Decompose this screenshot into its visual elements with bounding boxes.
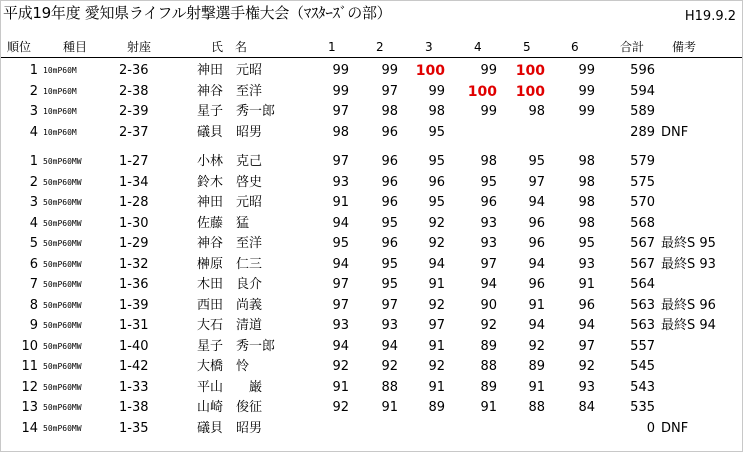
- score-cell: 100: [415, 63, 445, 79]
- name-cell: 平山 巌: [197, 379, 263, 395]
- name-cell: 山崎 俊征: [197, 400, 263, 415]
- rank-cell: 9: [29, 318, 38, 333]
- score-cell: 91: [428, 277, 445, 292]
- rank-cell: 5: [29, 236, 38, 251]
- score-cell: 98: [381, 104, 398, 119]
- score-cell: 91: [428, 379, 445, 395]
- score-cell: 94: [332, 338, 349, 354]
- score-cell: 92: [428, 297, 445, 313]
- rank-cell: 1: [29, 63, 38, 78]
- score-cell: 97: [332, 297, 349, 313]
- score-cell: 98: [528, 104, 545, 119]
- header-s5: 5: [523, 40, 531, 54]
- score-cell: 99: [578, 63, 595, 78]
- name-cell: 星子 秀一郎: [197, 338, 276, 354]
- score-cell: 94: [332, 256, 349, 272]
- score-cell: 93: [578, 256, 595, 272]
- score-cell: 91: [428, 338, 445, 354]
- header-s1: 1: [328, 40, 336, 54]
- score-cell: 95: [381, 256, 398, 272]
- event-cell: 50mP60MW: [43, 259, 82, 269]
- event-cell: 50mP60MW: [43, 341, 82, 351]
- header-note: 備考: [672, 40, 697, 54]
- position-cell: 1-36: [119, 277, 149, 292]
- score-cell: 93: [480, 215, 497, 231]
- score-cell: 99: [480, 63, 497, 78]
- name-cell: 小林 克己: [197, 154, 263, 169]
- total-cell: 568: [630, 215, 655, 231]
- rank-cell: 12: [21, 379, 38, 395]
- score-cell: 95: [332, 236, 349, 251]
- event-cell: 50mP60MW: [43, 382, 82, 392]
- score-cell: 100: [467, 83, 497, 100]
- name-cell: 木田 良介: [197, 277, 263, 292]
- score-cell: 96: [381, 154, 398, 169]
- score-cell: 95: [428, 124, 445, 140]
- score-cell: 99: [480, 104, 497, 119]
- score-cell: 98: [578, 154, 595, 169]
- event-cell: 50mP60MW: [43, 218, 82, 228]
- event-cell: 10mP60M: [43, 127, 77, 137]
- event-cell: 50mP60MW: [43, 157, 82, 166]
- score-cell: 93: [578, 379, 595, 395]
- score-cell: 91: [480, 400, 497, 415]
- name-cell: 礒貝 昭男: [197, 124, 263, 140]
- score-cell: 97: [428, 318, 445, 333]
- total-cell: 563: [630, 318, 655, 333]
- event-cell: 50mP60MW: [43, 198, 82, 207]
- position-cell: 1-40: [119, 338, 149, 354]
- event-cell: 10mP60M: [43, 86, 77, 96]
- header-s4: 4: [474, 40, 482, 54]
- score-cell: 98: [578, 215, 595, 231]
- header-s2: 2: [376, 40, 384, 54]
- total-cell: 557: [630, 338, 655, 354]
- note-cell: 最終S 96: [661, 297, 716, 313]
- score-cell: 98: [578, 195, 595, 210]
- position-cell: 1-30: [119, 215, 149, 231]
- score-cell: 96: [381, 195, 398, 210]
- score-cell: 97: [381, 297, 398, 313]
- name-cell: 鈴木 啓史: [197, 174, 263, 190]
- header-s3: 3: [425, 40, 433, 54]
- rank-cell: 7: [29, 277, 38, 292]
- rank-cell: 3: [29, 195, 38, 210]
- score-cell: 88: [480, 359, 497, 374]
- score-cell: 91: [578, 277, 595, 292]
- score-cell: 91: [381, 400, 398, 415]
- position-cell: 1-28: [119, 195, 149, 210]
- event-cell: 50mP60MW: [43, 362, 82, 371]
- rank-cell: 2: [29, 174, 38, 190]
- score-cell: 92: [578, 359, 595, 374]
- name-cell: 神谷 至洋: [197, 83, 263, 99]
- event-cell: 50mP60MW: [43, 239, 82, 248]
- score-cell: 99: [578, 83, 595, 99]
- score-cell: 93: [332, 174, 349, 190]
- score-cell: 96: [528, 215, 545, 231]
- event-cell: 50mP60MW: [43, 403, 82, 412]
- rank-cell: 3: [29, 104, 38, 119]
- score-cell: 94: [428, 256, 445, 272]
- score-cell: 96: [381, 174, 398, 190]
- score-cell: 92: [381, 359, 398, 374]
- event-cell: 50mP60MW: [43, 321, 82, 330]
- name-cell: 榊原 仁三: [197, 256, 263, 272]
- note-cell: 最終S 95: [661, 236, 716, 251]
- score-cell: 97: [528, 174, 545, 190]
- total-cell: 0: [646, 420, 655, 436]
- score-cell: 95: [578, 236, 595, 251]
- event-cell: 50mP60MW: [43, 300, 82, 310]
- page-title: 平成19年度 愛知県ライフル射撃選手権大会（ﾏｽﾀｰｽﾞの部）: [3, 4, 392, 22]
- header-position: 射座: [127, 40, 152, 54]
- score-cell: 94: [381, 338, 398, 354]
- position-cell: 1-42: [119, 359, 149, 374]
- score-cell: 98: [332, 124, 349, 140]
- score-cell: 99: [428, 83, 445, 99]
- score-cell: 98: [480, 154, 497, 169]
- score-cell: 95: [528, 154, 545, 169]
- score-cell: 99: [332, 83, 349, 99]
- score-cell: 97: [480, 256, 497, 272]
- score-cell: 94: [332, 215, 349, 231]
- rank-cell: 8: [29, 297, 38, 313]
- score-cell: 99: [578, 104, 595, 119]
- rank-cell: 13: [21, 400, 38, 415]
- score-cell: 95: [381, 277, 398, 292]
- score-cell: 97: [381, 83, 398, 99]
- score-cell: 90: [480, 297, 497, 313]
- score-cell: 92: [428, 215, 445, 231]
- total-cell: 570: [630, 195, 655, 210]
- score-cell: 96: [381, 124, 398, 140]
- score-cell: 93: [480, 236, 497, 251]
- score-cell: 92: [428, 359, 445, 374]
- event-cell: 50mP60MW: [43, 280, 82, 289]
- name-cell: 神谷 至洋: [197, 236, 263, 251]
- total-cell: 289: [630, 124, 655, 140]
- rank-cell: 4: [29, 215, 38, 231]
- name-cell: 佐藤 猛: [197, 215, 250, 231]
- score-cell: 94: [528, 318, 545, 333]
- score-cell: 97: [332, 277, 349, 292]
- total-cell: 596: [630, 63, 655, 78]
- total-cell: 589: [630, 104, 655, 119]
- total-cell: 564: [630, 277, 655, 292]
- note-cell: 最終S 93: [661, 256, 716, 272]
- rank-cell: 10: [21, 338, 38, 354]
- total-cell: 543: [630, 379, 655, 395]
- score-cell: 97: [332, 154, 349, 169]
- score-cell: 99: [381, 63, 398, 78]
- score-cell: 96: [428, 174, 445, 190]
- position-cell: 2-39: [119, 104, 149, 119]
- position-cell: 2-36: [119, 63, 149, 78]
- position-cell: 1-32: [119, 256, 149, 272]
- name-cell: 西田 尚義: [197, 297, 263, 313]
- score-cell: 91: [332, 195, 349, 210]
- score-cell: 96: [528, 236, 545, 251]
- score-cell: 96: [578, 297, 595, 313]
- name-cell: 大石 清道: [197, 318, 263, 333]
- event-cell: 50mP60MW: [43, 423, 82, 433]
- rank-cell: 4: [29, 124, 38, 140]
- score-cell: 89: [480, 379, 497, 395]
- position-cell: 1-33: [119, 379, 149, 395]
- score-cell: 92: [428, 236, 445, 251]
- score-cell: 96: [480, 195, 497, 210]
- score-cell: 92: [332, 400, 349, 415]
- position-cell: 2-38: [119, 83, 149, 99]
- score-cell: 84: [578, 400, 595, 415]
- score-cell: 92: [480, 318, 497, 333]
- rank-cell: 11: [21, 359, 38, 374]
- total-cell: 575: [630, 174, 655, 190]
- score-cell: 89: [528, 359, 545, 374]
- total-cell: 545: [630, 359, 655, 374]
- position-cell: 1-31: [119, 318, 149, 333]
- total-cell: 594: [630, 83, 655, 99]
- score-cell: 88: [528, 400, 545, 415]
- header-divider: [1, 57, 742, 58]
- note-cell: DNF: [661, 124, 689, 140]
- name-cell: 大橋 怜: [197, 359, 250, 374]
- score-cell: 89: [428, 400, 445, 415]
- score-cell: 92: [332, 359, 349, 374]
- total-cell: 579: [630, 154, 655, 169]
- rank-cell: 14: [21, 420, 38, 436]
- position-cell: 1-29: [119, 236, 149, 251]
- total-cell: 535: [630, 400, 655, 415]
- score-cell: 96: [381, 236, 398, 251]
- score-cell: 97: [578, 338, 595, 354]
- rank-cell: 6: [29, 256, 38, 272]
- position-cell: 2-37: [119, 124, 149, 140]
- score-cell: 99: [332, 63, 349, 78]
- score-cell: 91: [528, 379, 545, 395]
- score-cell: 93: [381, 318, 398, 333]
- header-s6: 6: [571, 40, 579, 54]
- score-cell: 93: [332, 318, 349, 333]
- position-cell: 1-38: [119, 400, 149, 415]
- position-cell: 1-39: [119, 297, 149, 313]
- event-cell: 50mP60MW: [43, 177, 82, 187]
- score-cell: 92: [528, 338, 545, 354]
- header-event: 種目: [63, 40, 88, 54]
- score-cell: 95: [428, 195, 445, 210]
- score-cell: 98: [578, 174, 595, 190]
- header-name: 氏 名: [211, 40, 248, 54]
- header-total: 合計: [620, 40, 645, 54]
- position-cell: 1-35: [119, 420, 149, 436]
- score-cell: 89: [480, 338, 497, 354]
- score-cell: 94: [480, 277, 497, 292]
- score-cell: 88: [381, 379, 398, 395]
- name-cell: 神田 元昭: [197, 195, 263, 210]
- position-cell: 1-27: [119, 154, 149, 169]
- name-cell: 神田 元昭: [197, 63, 263, 78]
- score-cell: 91: [528, 297, 545, 313]
- total-cell: 563: [630, 297, 655, 313]
- note-cell: 最終S 94: [661, 318, 716, 333]
- name-cell: 星子 秀一郎: [197, 104, 276, 119]
- total-cell: 567: [630, 236, 655, 251]
- score-cell: 95: [381, 215, 398, 231]
- score-cell: 91: [332, 379, 349, 395]
- score-cell: 100: [515, 63, 545, 79]
- note-cell: DNF: [661, 420, 689, 436]
- name-cell: 礒貝 昭男: [197, 420, 263, 436]
- score-cell: 97: [332, 104, 349, 119]
- score-cell: 94: [528, 256, 545, 272]
- score-cell: 100: [515, 83, 545, 100]
- event-cell: 10mP60M: [43, 66, 77, 75]
- score-cell: 98: [428, 104, 445, 119]
- score-cell: 94: [578, 318, 595, 333]
- score-cell: 95: [428, 154, 445, 169]
- event-cell: 10mP60M: [43, 107, 77, 116]
- event-date: H19.9.2: [684, 9, 736, 24]
- total-cell: 567: [630, 256, 655, 272]
- score-cell: 95: [480, 174, 497, 190]
- header-rank: 順位: [7, 40, 32, 54]
- score-cell: 94: [528, 195, 545, 210]
- rank-cell: 2: [29, 83, 38, 99]
- position-cell: 1-34: [119, 174, 149, 190]
- rank-cell: 1: [29, 154, 38, 169]
- score-cell: 96: [528, 277, 545, 292]
